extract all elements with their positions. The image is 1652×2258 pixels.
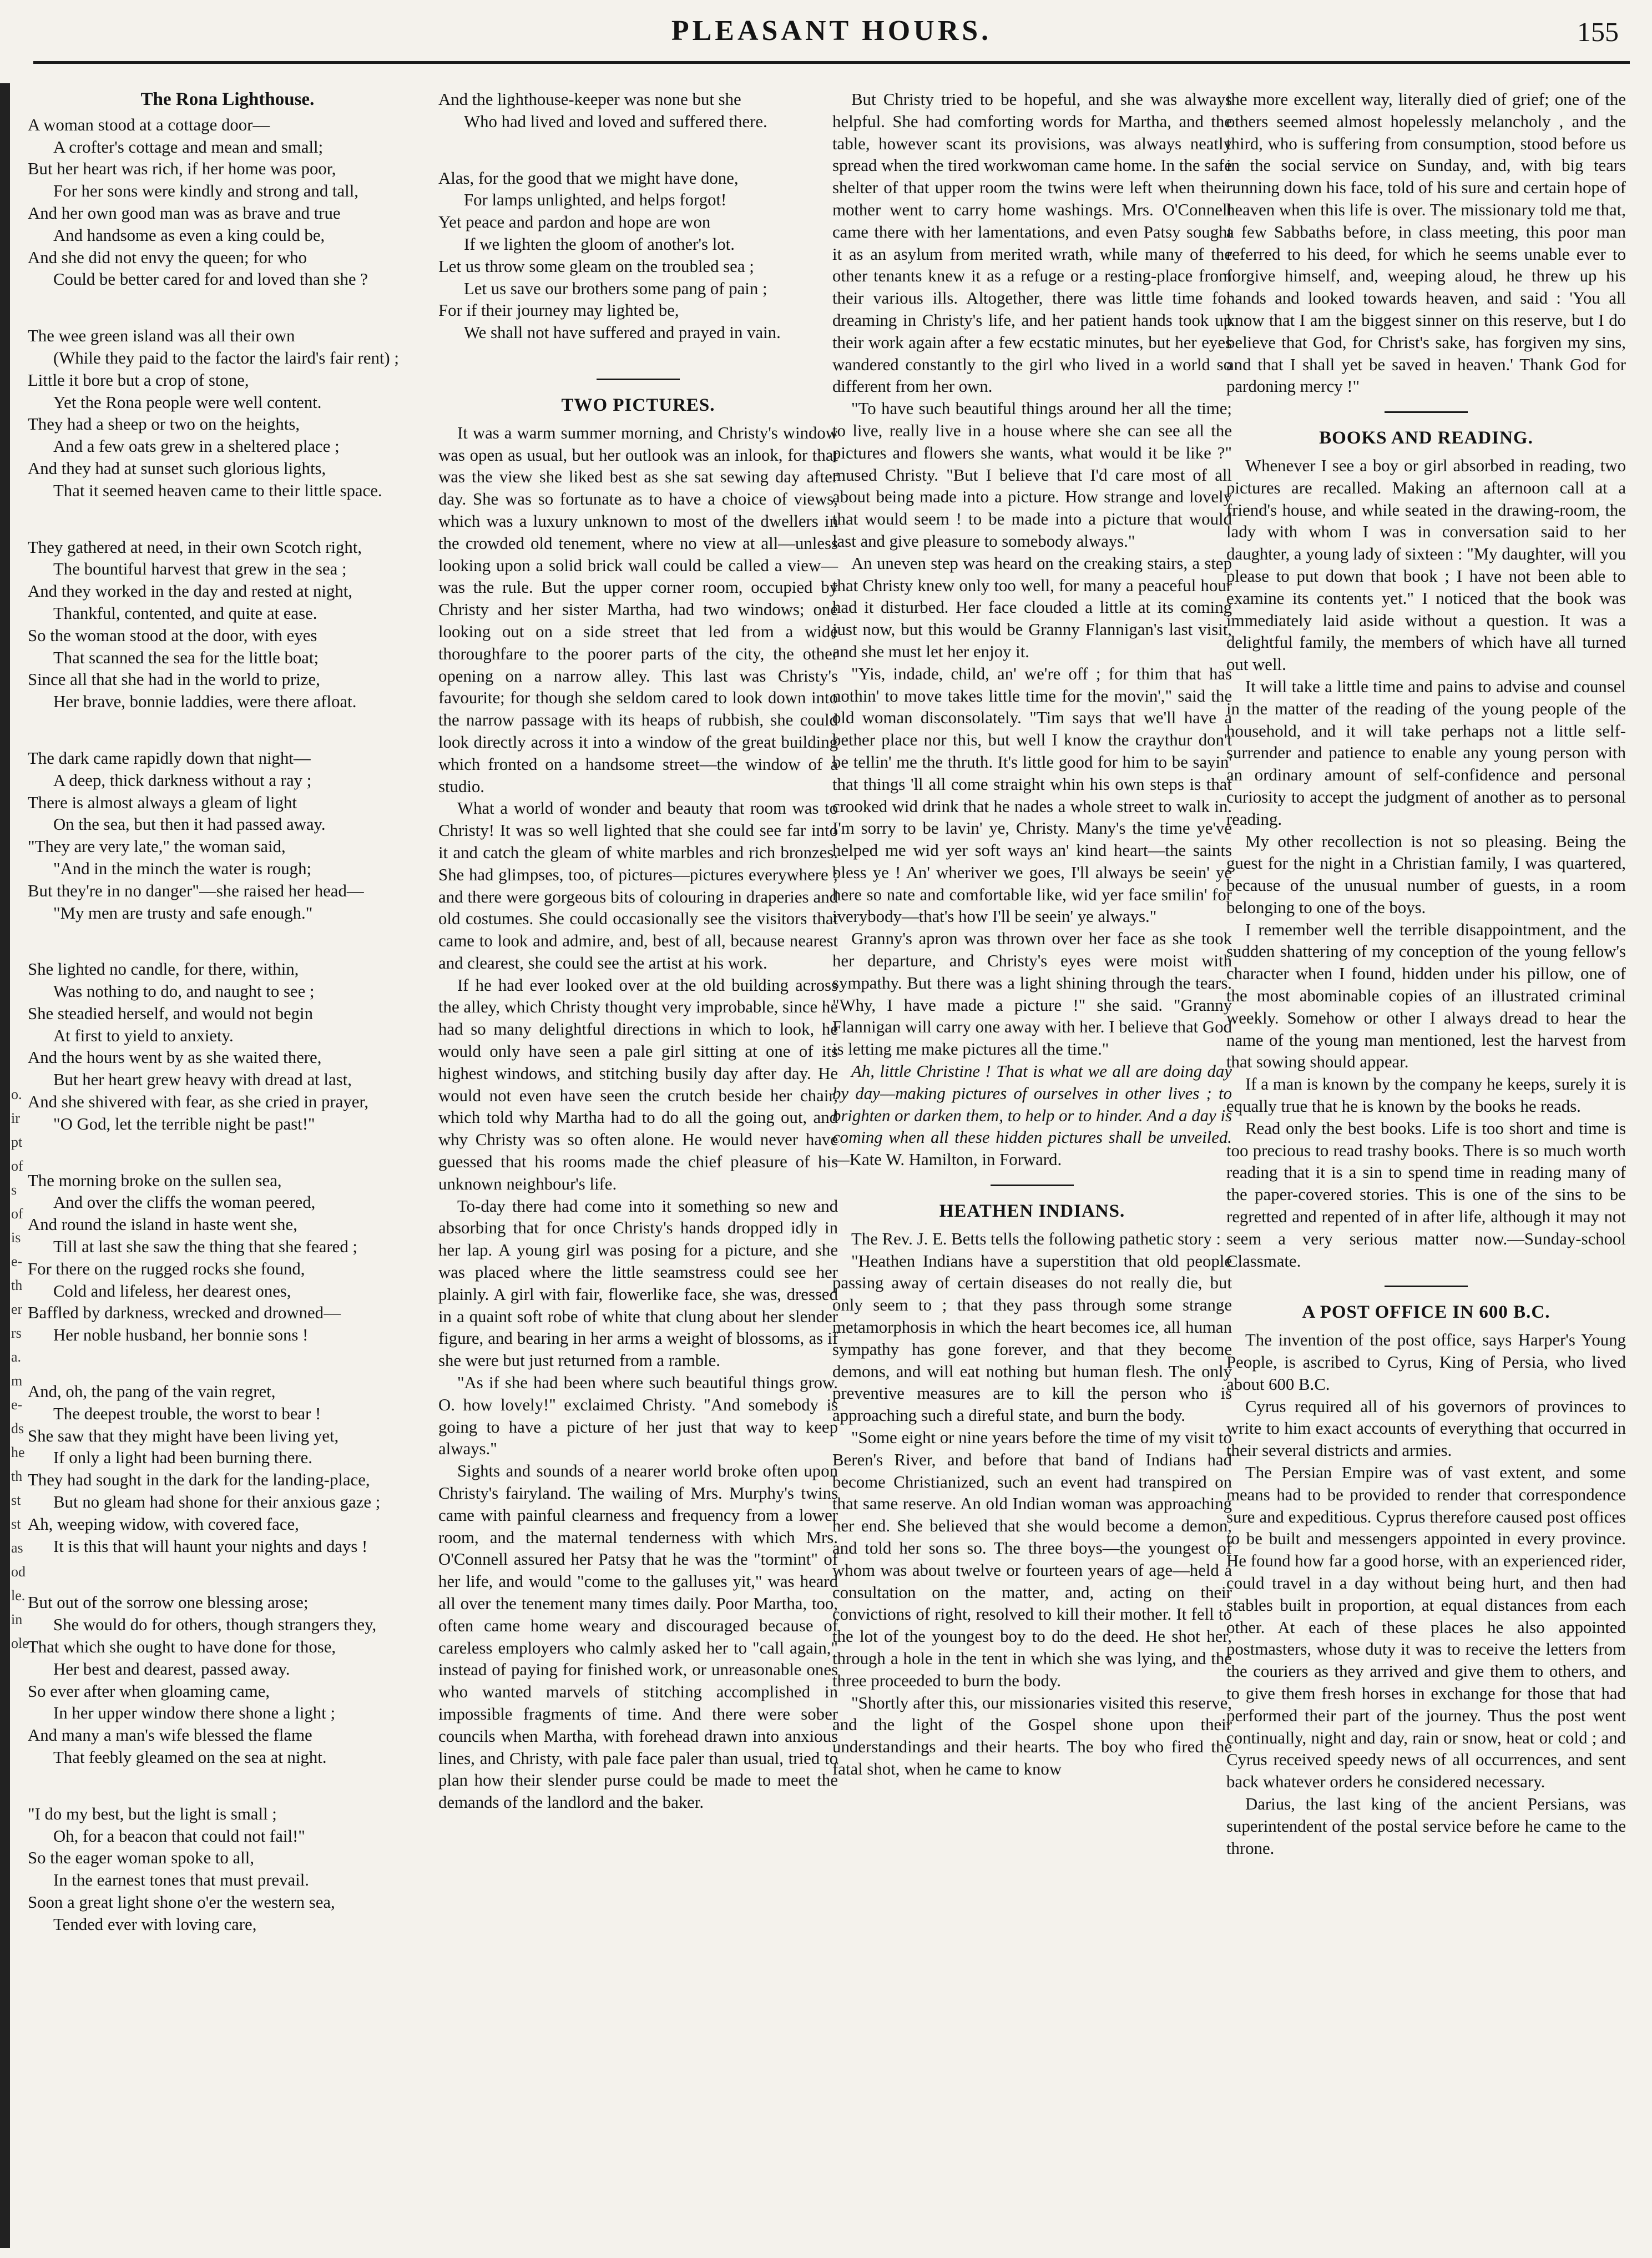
margin-fragment: st [11, 1492, 21, 1508]
poem-line: A woman stood at a cottage door— [28, 115, 270, 134]
margin-fragment: as [11, 1540, 23, 1556]
margin-fragment: o. [11, 1086, 22, 1102]
page-number: 155 [1577, 16, 1619, 47]
poem-line: The morning broke on the sullen sea, [28, 1171, 282, 1190]
section-title-two-pictures: TWO PICTURES. [561, 395, 715, 415]
poem-line: The wee green island was all their own [28, 326, 295, 346]
poem-body [28, 114, 427, 1936]
poem-line: Let us throw some gleam on the troubled sea ; [438, 256, 754, 276]
column-3 [832, 89, 1232, 1781]
margin-fragment: ole [11, 1635, 29, 1651]
margin-fragment: ir [11, 1110, 20, 1126]
paragraph: The invention of the post office, says Harper's Young People, is ascribed to Cyrus, King of Persia, who lived about 600 B.C. [1226, 1330, 1626, 1394]
poem-line: A crofter's cottage and mean and small; [53, 137, 324, 157]
margin-fragment: e- [11, 1397, 23, 1413]
paragraph: "To have such beautiful things around her all the time; to live, really live in a house where she can see all the pictures and flowers she wants, what would it be like ?" mused Christy. "But I believe that I'd care most of all about being made into a picture. How strange and lovely that would seem ! to be made into a picture that would last and give pleasure to somebody always." [832, 399, 1232, 551]
poem-stanza [28, 1592, 427, 1768]
poem-line: "I do my best, but the light is small ; [28, 1804, 277, 1823]
margin-fragment: is [11, 1229, 21, 1246]
poem-line: "And in the minch the water is rough; [53, 859, 312, 878]
margin-fragment: in [11, 1611, 23, 1627]
poem-line: She steadied herself, and would not begin [28, 1004, 314, 1023]
poem-line: And, oh, the pang of the vain regret, [28, 1382, 276, 1402]
poem-line: Was nothing to do, and naught to see ; [53, 982, 315, 1001]
poem-line: She would do for others, though strangers they, [53, 1615, 377, 1635]
article-two-pictures [438, 422, 838, 1814]
margin-fragment: e- [11, 1253, 23, 1269]
article-two-pictures-continued [832, 89, 1232, 1061]
poem-line: (While they paid to the factor the laird's fair rent) ; [53, 348, 399, 367]
poem-stanza [438, 89, 838, 133]
margin-fragment: s [11, 1182, 17, 1198]
article-attribution: —Kate W. Hamilton, in Forward. [832, 1150, 1062, 1170]
poem-line: For if their journey may lighted be, [438, 301, 679, 320]
section-title-heathen-indians: HEATHEN INDIANS. [939, 1201, 1125, 1222]
poem-line: For there on the rugged rocks she found, [28, 1259, 305, 1278]
poem-line: And she shivered with fear, as she cried in prayer, [28, 1092, 369, 1112]
poem-line: And they worked in the day and rested at night, [28, 582, 352, 601]
margin-fragment: ds [11, 1420, 24, 1437]
poem-line: Yet peace and pardon and hope are won [438, 213, 711, 232]
poem-line: They had sought in the dark for the landing-place, [28, 1470, 370, 1490]
poem-line: And the lighthouse-keeper was none but she [438, 90, 741, 109]
margin-fragment: th [11, 1468, 23, 1484]
poem-line: But they're in no danger"—she raised her head— [28, 881, 364, 900]
poem-line: The bountiful harvest that grew in the sea ; [53, 560, 347, 579]
poem-stanza [28, 1381, 427, 1558]
header-rule [33, 61, 1630, 64]
poem-line: Oh, for a beacon that could not fail!" [53, 1826, 305, 1846]
poem-line: Since all that she had in the world to prize, [28, 670, 320, 689]
poem-line: Thankful, contented, and quite at ease. [53, 603, 317, 623]
paragraph: To-day there had come into it something so new and absorbing that for once Christy's hands dropped idly in her lap. A young girl was posing for a picture, and she was placed where the little seamstress could see her plainly. A girl with fair, flowerlike face, she was, dressed in a quaint soft robe of white that clung about her slender figure, and bearing in her arms a weight of blossoms, as if she were but just returned from a ramble. [438, 1196, 838, 1370]
poem-line: They had a sheep or two on the heights, [28, 415, 300, 434]
poem-stanza [28, 1170, 427, 1347]
paragraph: the more excellent way, literally died of grief; one of the others seemed almost hopelessly melancholy , and the third, who is suffering from consumption, stood before us in the social service on Sunday, and, with big tears running down his face, told of his sure and certain hope of heaven when this life is over. The missionary told me that, a few Sabbaths before, in class meeting, this poor man referred to his deed, for which he seems unable ever to forgive himself, and, weeping aloud, he threw up his hands and looked towards heaven, and said : 'You all know that I am the biggest sinner on this reserve, but I do believe that God, for Christ's sake, has forgiven my sins, and that I shall yet be saved in heaven.' Thank God for pardoning mercy !" [1226, 90, 1626, 396]
poem-line: That it seemed heaven came to their little space. [53, 481, 382, 500]
poem-stanza [438, 168, 838, 344]
paragraph: "Some eight or nine years before the time of my visit to Beren's River, and before that band of Indians had become Christianized, such an event had transpired on that same reserve. An old Indian woman was approaching her end. She believed that she would become a demon, and told her sons so. The three boys—the youngest of whom was about twelve or fourteen years of age—held a consultation on the matter, and, acting on their convictions of right, resolved to kill their mother. It fell to the lot of the youngest boy to do the deed. He shot her, through a hole in the tent in which she was lying, and the three proceeded to burn the body. [832, 1428, 1232, 1690]
poem-line: "My men are trusty and safe enough." [53, 903, 313, 923]
poem-stanza [28, 537, 427, 713]
margin-fragment: of [11, 1158, 23, 1174]
poem-line: She saw that they might have been living yet, [28, 1426, 339, 1445]
poem-line: So the eager woman spoke to all, [28, 1848, 254, 1868]
poem-line: They gathered at need, in their own Scotch right, [28, 537, 362, 557]
margin-fragment: od [11, 1564, 26, 1580]
section-divider [1385, 1286, 1468, 1287]
section-title-post-office: A POST OFFICE IN 600 B.C. [1302, 1302, 1550, 1323]
margin-fragment: st [11, 1516, 21, 1532]
paragraph: Read only the best books. Life is too short and time is too precious to read trashy books. There is so much worth reading that it is a sin to spend time in reading many of the paper-covered stories. This is one of the sins to be regretted and repented of in after life, although it may not seem a very serious matter now.—Sunday-school Classmate. [1226, 1118, 1626, 1271]
paragraph: "Shortly after this, our missionaries visited this reserve, and the light of the Gospel shone upon their understandings and their hearts. The boy who fired the fatal shot, when he came to know [832, 1693, 1232, 1778]
poem-line: But her heart grew heavy with dread at last, [53, 1070, 352, 1090]
column-2 [438, 89, 838, 1814]
poem-line: For her sons were kindly and strong and tall, [53, 182, 358, 201]
paragraph: If he had ever looked over at the old building across the alley, which Christy thought very improbable, since he had so many delightful directions in which to look, he would only have seen a pale girl sitting at one of its highest windows, and stitching busily day after day. He would not even have seen the crutch beside her chair, which told why Martha had to do all the going out, and why Christy was so often alone. He would never have guessed that his rooms made the chief pleasure of his unknown neighbour's life. [438, 975, 838, 1193]
paragraph: Granny's apron was thrown over her face as she took her departure, and Christy's eyes were moist with sympathy. But there was a light shining through the tears. "Why, I have made a picture !" she said. "Granny Flannigan will carry one away with her. I believe that God is letting me make pictures all the time." [832, 929, 1232, 1059]
poem-line: Who had lived and loved and suffered there. [464, 112, 767, 131]
poem-line: But no gleam had shone for their anxious gaze ; [53, 1493, 381, 1512]
paragraph: But Christy tried to be hopeful, and she was always helpful. She had comforting words for Martha, and the table, however scant its provisions, was always neatly spread when the tired workwoman came home. In the safe shelter of that upper room the twins were left when their mother went to carry home washings. Mrs. O'Connell came there with her lamentations, and even Patsy sought it as an asylum from merited wrath, while many of the other tenants knew it as a refuge or a resting-place from their various ills. Altogether, there was little time for dreaming in Christy's life, and her patient hands took up their work again after a few ecstatic minutes, but her eyes wandered constantly to the girl who lived in a world so different from her own. [832, 90, 1232, 396]
article-heathen-indians [832, 1228, 1232, 1781]
poem-line: And they had at sunset such glorious lights, [28, 458, 326, 478]
margin-fragment: of [11, 1206, 23, 1222]
poem-line: At first to yield to anxiety. [53, 1026, 234, 1045]
paragraph: "As if she had been where such beautiful things grow. O. how lovely!" exclaimed Christy. "And somebody is going to have a picture of her just that way to keep always." [438, 1373, 838, 1459]
poem-line: "O God, let the terrible night be past!" [53, 1114, 315, 1133]
poem-line: The deepest trouble, the worst to bear ! [53, 1404, 321, 1423]
poem-line: And she did not envy the queen; for who [28, 248, 307, 267]
section-divider [597, 379, 680, 380]
poem-line: Alas, for the good that we might have done, [438, 168, 739, 188]
paragraph: "Heathen Indians have a superstition that old people passing away of certain diseases do not really die, but only seem to ; that they pass through some strange metamorphosis in which the heart becomes ice, all human sympathy has gone forever, and that they become demons, and will eat nothing but human flesh. The only preventive measures are to kill the person who is approaching such a direful state, and burn the body. [832, 1251, 1232, 1425]
margin-fragment: he [11, 1444, 25, 1460]
paragraph: I remember well the terrible disappointment, and the sudden shattering of my conception of the young fellow's character when I found, hidden under his pillow, one of the most abominable copies of an illustrated criminal weekly. Somehow or other I always dread to hear the name of the young man mentioned, lest the harvest from that sowing should appear. [1226, 920, 1626, 1072]
poem-line: Soon a great light shone o'er the western sea, [28, 1892, 335, 1912]
paragraph: "Yis, indade, child, an' we're off ; for thim that has nothin' to move takes little time for the movin'," said the old woman disconsolately. "Tim says that we'll have a bether place nor this, but well I know the craythur don't be tellin' me the thruth. It's little good for him to be sayin' that things 'll all come straight whin his own steps is that crooked wid drink that he nades a whole street to walk in. I'm sorry to be lavin' ye, Christy. Many's the time ye've helped me wid yer soft ways an' kind heart—the saints bless ye ! An' wheriver we goes, I'll always be seein' ye here so nate and comfortable like, wid yer face smilin' for iverybody—that's how I'll be seein' ye always." [832, 664, 1232, 926]
poem-line: And handsome as even a king could be, [53, 225, 325, 245]
poem-line: The dark came rapidly down that night— [28, 748, 311, 768]
margin-fragment: er [11, 1301, 23, 1317]
poem-line: Her best and dearest, passed away. [53, 1659, 290, 1679]
margin-fragment: rs [11, 1325, 22, 1341]
poem-line: On the sea, but then it had passed away. [53, 815, 326, 834]
article-moral [832, 1061, 1232, 1171]
moral-text: Ah, little Christine ! That is what we all are doing day by day—making pictures of ourselves in other lives ; to brighten or darken them, to help or to hinder. And a day is coming when all these hidden pictures shall be unveiled. [832, 1062, 1232, 1147]
poem-line: That scanned the sea for the little boat; [53, 648, 319, 667]
margin-fragment: th [11, 1277, 23, 1293]
column-4 [1226, 89, 1626, 1859]
poem-line: For lamps unlighted, and helps forgot! [464, 190, 727, 210]
poem-line: And a few oats grew in a sheltered place ; [53, 437, 340, 456]
poem-line: And her own good man was as brave and true [28, 203, 341, 223]
paragraph: What a world of wonder and beauty that room was to Christy! It was so well lighted that she could see far into it and catch the gleam of white marbles and rich bronzes. She had glimpses, too, of pictures—pictures everywhere ; and there were gorgeous bits of colouring in draperies and old costumes. She could occasionally see the visitors that came to look and admire, and, best of all, because nearest and clearest, she could see the artist at his work. [438, 799, 838, 972]
poem-line: Her noble husband, her bonnie sons ! [53, 1325, 309, 1345]
margin-fragment: m [11, 1373, 23, 1389]
paragraph: It was a warm summer morning, and Christy's window was open as usual, but her outlook was an inlook, for that was the view she liked best as she sat sewing day after day. She was so fortunate as to have a choice of views, which was a luxury unknown to most of the dwellers in the crowded old tenement, where no view at all—unless looking upon a solid brick wall could be called a view—was the rule. But the upper corner room, occupied by Christy and her sister Martha, had two windows; one looking out on a side street that led from a wide thoroughfare to the poorer parts of the city, the other opening on a narrow alley. This last was Christy's favourite; for though she seldom cared to look down into the narrow passage with its heaps of rubbish, she could look directly across it into a window of the great building which fronted on a handsome street—the window of a studio. [438, 423, 838, 796]
poem-line: But her heart was rich, if her home was poor, [28, 159, 336, 179]
poem-stanza [28, 959, 427, 1135]
poem-line: Her brave, bonnie laddies, were there afloat. [53, 692, 357, 712]
poem-line: We shall not have suffered and prayed in vain. [464, 323, 781, 342]
paragraph: The Rev. J. E. Betts tells the following pathetic story : [851, 1229, 1221, 1248]
paragraph: The Persian Empire was of vast extent, and some means had to be provided to render that correspondence sure and expeditious. Cyprus therefore caused post offices to be built and messengers appointed in every province. He found how far a good horse, with an experienced rider, could travel in a day without being hurt, and then had stables built in proportion, at equal distances from each other. At each of these places he also appointed postmasters, whose duty it was to receive the letters from the couriers as they arrived and give them to others, and to give them fresh horses in exchange for those that had performed their part of the journey. Thus the post went continually, night and day, rain or snow, heat or cold ; and Cyrus received speedy news of all occurrences, and sent back whatever orders he considered necessary. [1226, 1463, 1626, 1792]
poem-line: But out of the sorrow one blessing arose; [28, 1593, 309, 1612]
paragraph: If a man is known by the company he keeps, surely it is equally true that he is known by the books he reads. [1226, 1075, 1626, 1116]
poem-line: Little it bore but a crop of stone, [28, 370, 249, 390]
poem-line: In the earnest tones that must prevail. [53, 1871, 309, 1890]
section-title-books-reading: BOOKS AND READING. [1319, 428, 1533, 448]
poem-line: And over the cliffs the woman peered, [53, 1193, 316, 1212]
poem-line: Yet the Rona people were well content. [53, 392, 322, 412]
poem-line: She lighted no candle, for there, within, [28, 960, 299, 979]
poem-line: And many a man's wife blessed the flame [28, 1726, 312, 1745]
paragraph: Darius, the last king of the ancient Persians, was superintendent of the postal service before he came to the throne. [1226, 1794, 1626, 1858]
paragraph: Whenever I see a boy or girl absorbed in reading, two pictures are recalled. Making an afternoon call at a friend's house, and while seated in the drawing-room, the lady with whom I was in conversation said to her daughter, a young lady of sixteen : "My daughter, will you please to put down that book ; I have not been able to examine its contents yet." I noticed that the book was immediately laid aside without a question. It was a delightful family, the members of which have all turned out well. [1226, 456, 1626, 674]
poem-line: Tended ever with loving care, [53, 1914, 257, 1934]
poem-line: Baffled by darkness, wrecked and drowned— [28, 1303, 341, 1323]
poem-stanza [28, 114, 427, 291]
poem-line: Could be better cared for and loved than she ? [53, 270, 368, 289]
article-books-reading [1226, 455, 1626, 1272]
poem-line: If we lighten the gloom of another's lot. [464, 234, 735, 254]
poem-line: There is almost always a gleam of light [28, 793, 297, 812]
page-binding-edge [0, 83, 10, 2248]
article-heathen-indians-continued [1226, 89, 1626, 398]
poem-stanza [28, 325, 427, 502]
poem-line: Let us save our brothers some pang of pain ; [464, 279, 767, 298]
margin-fragment: pt [11, 1134, 23, 1150]
poem-line: Till at last she saw the thing that she feared ; [53, 1237, 357, 1257]
section-divider [991, 1185, 1074, 1186]
paragraph: Cyrus required all of his governors of provinces to write to him exact accounts of everything that occurred in their several districts and armies. [1226, 1397, 1626, 1460]
poem-line: Ah, weeping widow, with covered face, [28, 1514, 299, 1534]
poem-line: If only a light had been burning there. [53, 1448, 312, 1468]
poem-line: It is this that will haunt your nights and days ! [53, 1536, 368, 1556]
paragraph: Sights and sounds of a nearer world broke often upon Christy's fairyland. The wailing of Mrs. Murphy's twins came with painful clearness and frequency from a lower room, and the maternal tenderness with which Mrs. O'Connell assured her Patsy that he was the "tormint" of her life, and would "come to the galluses yit," was heard all over the tenement many times daily. Poor Martha, too, often came home weary and discouraged because of careless employers who calmly asked her to "call again," instead of paying for finished work, or unreasonable ones who wanted marvels of stitching accomplished in impossible fragments of time. And there were sober councils when Martha, with forehead drawn into anxious lines, and Christy, with pale face paler than usual, tried to plan how their slender purse could be made to meet the demands of the landlord and the baker. [438, 1461, 838, 1812]
poem-line: "They are very late," the woman said, [28, 837, 286, 856]
poem-line: In her upper window there shone a light ; [53, 1703, 336, 1723]
poem-line: So ever after when gloaming came, [28, 1681, 270, 1701]
margin-fragment: le. [11, 1587, 26, 1604]
poem-stanza [28, 748, 427, 924]
poem-title: The Rona Lighthouse. [140, 89, 315, 109]
page-header [33, 10, 1630, 61]
paragraph: It will take a little time and pains to advise and counsel in the matter of the reading of the young people of the household, and it will take perhaps not a little self-surrender and patience to enable any young person with an ordinary amount of self-confidence and personal curiosity to accept the judgment of another as to personal reading. [1226, 677, 1626, 829]
running-title: PLEASANT HOURS. [671, 15, 992, 47]
article-post-office [1226, 1329, 1626, 1859]
poem-stanza [28, 1803, 427, 1936]
poem-line: And round the island in haste went she, [28, 1215, 297, 1234]
poem-line: And the hours went by as she waited there, [28, 1048, 322, 1067]
poem-continuation [438, 89, 838, 344]
poem-line: That feebly gleamed on the sea at night. [53, 1748, 327, 1767]
poem-line: So the woman stood at the door, with eyes [28, 626, 317, 645]
poem-line: That which she ought to have done for those, [28, 1637, 336, 1657]
paragraph: An uneven step was heard on the creaking stairs, a step that Christy knew only too well, for many a peaceful hour had it disturbed. Her face clouded a little at its coming just now, but this would be Granny Flannigan's last visit, and she must let her enjoy it. [832, 553, 1232, 661]
section-divider [1385, 411, 1468, 413]
poem-line: Cold and lifeless, her dearest ones, [53, 1281, 291, 1301]
paragraph: My other recollection is not so pleasing. Being the guest for the night in a Christian family, I was quartered, because of the unusual number of guests, in a room belonging to one of the boys. [1226, 831, 1626, 917]
margin-fragment: a. [11, 1349, 22, 1365]
poem-line: A deep, thick darkness without a ray ; [53, 770, 312, 790]
column-1 [28, 89, 427, 1970]
